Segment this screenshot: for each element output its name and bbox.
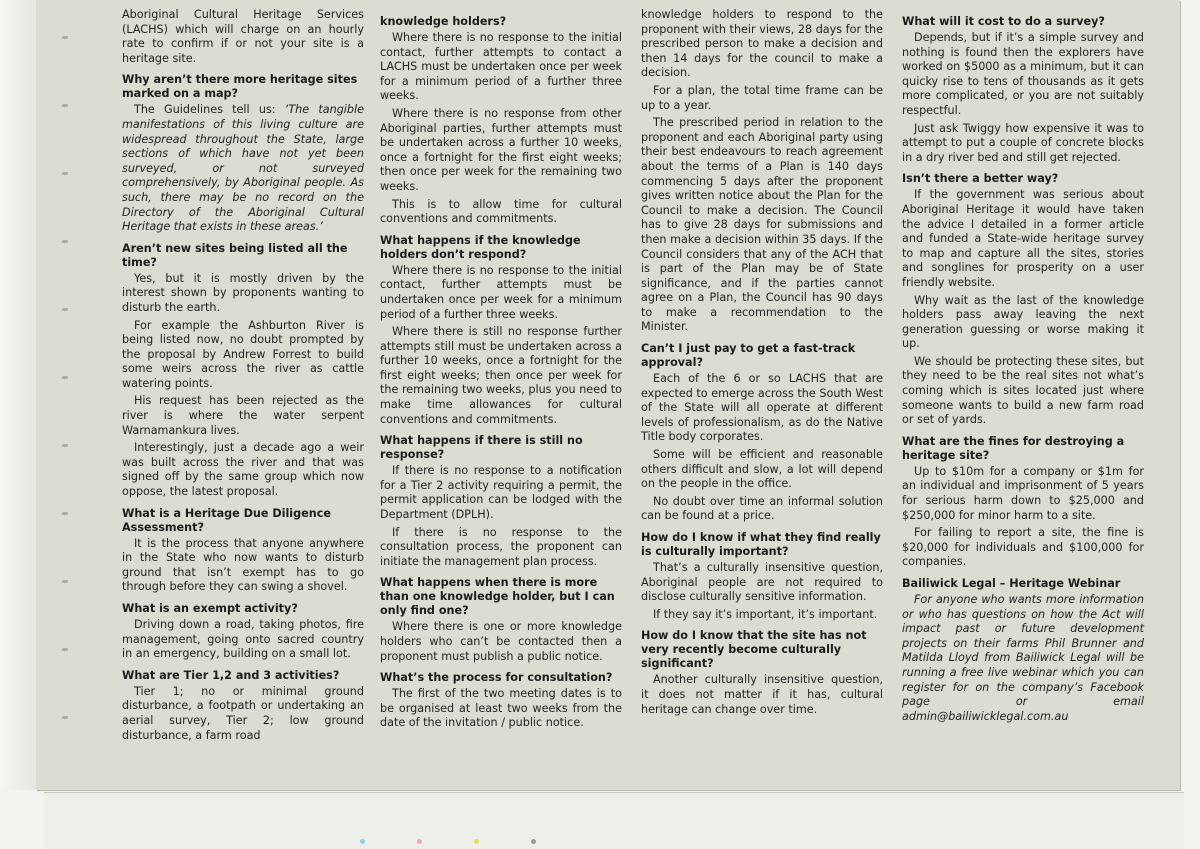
- body-paragraph: Tier 1; no or minimal ground disturbance, a footpath or undertaking an aerial survey, Tier 2; low ground disturbance, a farm road: [122, 684, 364, 742]
- body-paragraph: The first of the two meeting dates is to be organised at least two weeks from the date of the invitation / public notice.: [380, 687, 622, 730]
- section-heading: What happens when there is more than one knowledge holder, but I can only find one?: [380, 576, 615, 618]
- section-heading: What is an exempt activity?: [122, 602, 298, 615]
- body-paragraph: Driving down a road, taking photos, fire management, going onto sacred country in an emergency, building on a small lot.: [122, 618, 364, 661]
- margin-mark: [62, 240, 68, 243]
- body-paragraph: Each of the 6 or so LACHS that are expected to emerge across the South West of the State will all operate at different levels of professionalism, as do the Native Title body corporates.: [641, 372, 883, 444]
- body-paragraph: No doubt over time an informal solution can be found at a price.: [641, 494, 883, 523]
- body-paragraph: If there is no response to the consultation process, the proponent can initiate the management plan process.: [380, 525, 622, 568]
- registration-marks: [360, 829, 583, 848]
- body-paragraph: Yes, but it is mostly driven by the interest shown by proponents wanting to disturb the earth.: [122, 271, 364, 314]
- page-left-margin: [0, 0, 36, 790]
- quote-paragraph: [122, 103, 364, 234]
- body-paragraph: This is to allow time for cultural conventions and commitments.: [380, 197, 622, 226]
- registration-dot: [360, 839, 365, 844]
- registration-dot: [474, 839, 479, 844]
- body-paragraph: Another culturally insensitive question, it does not matter if it has, cultural heritage can change over time.: [641, 673, 883, 716]
- body-paragraph: For failing to report a site, the fine is $20,000 for individuals and $100,000 for companies.: [902, 526, 1144, 569]
- margin-mark: [62, 716, 68, 719]
- body-paragraph: knowledge holders to respond to the proponent with their views, 28 days for the prescribed person to make a decision and then 14 days for the council to make a decision.: [641, 8, 883, 80]
- body-paragraph: If they say it’s important, it’s important.: [653, 607, 878, 621]
- body-paragraph: That’s a culturally insensitive question, Aboriginal people are not required to disclose culturally sensitive information.: [641, 561, 883, 604]
- webinar-paragraph: For anyone who wants more information or who has questions on how the Act will impact past or future development projects on their farms Phil Brunner and Matilda Lloyd from Bailiwick Legal will be running a free live webinar which you can register for on the company’s Facebook page or email admin@bailiwicklegal.com.au: [902, 593, 1144, 723]
- quote-text: ‘The tangible manifestations of this living culture are widespread throughout the State, large sections of which have not yet been surveyed, or not surveyed comprehensively, by Aboriginal people. As such, there may be no record on the Directory of the Aboriginal Cultural Heritage that exists in these areas.’: [122, 103, 364, 234]
- section-heading: What’s the process for consultation?: [380, 671, 613, 685]
- article-column-4: [902, 8, 1144, 727]
- margin-mark: [62, 172, 68, 175]
- margin-mark: [62, 648, 68, 651]
- section-heading: What happens if there is still no response?: [380, 434, 583, 462]
- next-page-edge: [44, 792, 1184, 849]
- article-column-2: [380, 8, 622, 734]
- section-heading: What happens if the knowledge holders don’t respond?: [380, 233, 581, 261]
- margin-mark: [62, 308, 68, 311]
- section-heading: How do I know if what they find really is culturally important?: [641, 531, 881, 558]
- section-heading: Bailiwick Legal – Heritage Webinar: [902, 577, 1121, 590]
- body-paragraph: Just ask Twiggy how expensive it was to attempt to put a couple of concrete blocks in a dry river bed and still get rejected.: [902, 121, 1144, 164]
- body-paragraph: The prescribed period in relation to the proponent and each Aboriginal party using their best endeavours to reach agreement about the terms of a Plan is 140 days commencing 5 days after the proponent gives written notice about the Plan for the Council to make a decision. The Council has to give 28 days for submissions and then make a decision within 35 days. If the Council considers that any of the ACH that is part of the Plan may be of State significance, and if the parties cannot agree on a Plan, the Council has 90 days to make a recommendation to the Minister.: [641, 116, 883, 334]
- quote-lead: The Guidelines tell us:: [134, 103, 285, 117]
- body-paragraph: For a plan, the total time frame can be up to a year.: [641, 83, 883, 112]
- body-paragraph: Where there is one or more knowledge holders who can’t be contacted then a proponent must publish a public notice.: [380, 620, 622, 663]
- section-heading: Why aren’t there more heritage sites marked on a map?: [122, 73, 358, 101]
- section-heading: Isn’t there a better way?: [902, 172, 1059, 186]
- section-heading: knowledge holders?: [380, 15, 507, 28]
- body-paragraph: His request has been rejected as the river is where the water serpent Warnamankura lives.: [122, 394, 364, 437]
- body-paragraph: It is the process that anyone anywhere in the State who now wants to disturb ground that isn’t exempt has to go through before they can swing a shovel.: [122, 536, 364, 594]
- margin-mark: [62, 104, 68, 107]
- body-paragraph: Where there is still no response further attempts still must be undertaken across a further 10 weeks, once a fortnight for the first eight weeks; then once per week for the remaining two weeks, plus you need to make time allowances for cultural conventions and commitments.: [380, 325, 622, 426]
- body-paragraph: If the government was serious about Aboriginal Heritage it would have taken the advice I detailed in a former article and funded a State-wide heritage survey to map and capture all the sites, stories and songlines for prosperity on a user friendly website.: [902, 188, 1144, 289]
- margin-mark: [62, 36, 68, 39]
- article-column-3: [641, 8, 883, 720]
- article-column-1: [122, 8, 364, 746]
- body-paragraph: Where there is no response to the initial contact, further attempts to contact a LACHS must be undertaken once per week for a minimum period of a further three weeks.: [380, 31, 622, 103]
- body-paragraph: Some will be efficient and reasonable others difficult and slow, a lot will depend on the people in the office.: [641, 448, 883, 491]
- body-paragraph: For example the Ashburton River is being listed now, no doubt prompted by the proposal by Andrew Forrest to build some weirs across the river as cattle watering points.: [122, 318, 364, 390]
- body-paragraph: If there is no response to a notification for a Tier 2 activity requiring a permit, the permit application can be lodged with the Department (DPLH).: [380, 464, 622, 522]
- section-heading: Aren’t new sites being listed all the time?: [122, 241, 348, 269]
- body-paragraph: Where there is no response from other Aboriginal parties, further attempts must be undertaken across a further 10 weeks, once a fortnight for the first eight weeks; then once per week for the remaining two weeks.: [380, 106, 622, 193]
- section-heading: How do I know that the site has not very recently become culturally significant?: [641, 629, 867, 671]
- body-paragraph: Interestingly, just a decade ago a weir was built across the river and that was signed off by the same group which now oppose, the latest proposal.: [122, 441, 364, 499]
- margin-mark: [62, 580, 68, 583]
- section-heading: Can’t I just pay to get a fast-track approval?: [641, 342, 856, 370]
- registration-dot: [417, 839, 422, 844]
- section-heading: What will it cost to do a survey?: [902, 15, 1105, 28]
- margin-mark: [62, 444, 68, 447]
- body-paragraph: Aboriginal Cultural Heritage Services (LACHS) which will charge on an hourly rate to confirm if or not your site is a heritage site.: [122, 8, 364, 65]
- margin-mark: [62, 376, 68, 379]
- body-paragraph: Where there is no response to the initial contact, further attempts must be undertaken once per week for a minimum period of a further three weeks.: [380, 263, 622, 321]
- section-heading: What are Tier 1,2 and 3 activities?: [122, 668, 340, 682]
- section-heading: What are the fines for destroying a heritage site?: [902, 434, 1125, 462]
- body-paragraph: We should be protecting these sites, but they need to be the real sites not what’s coming which is sites located just where someone wants to build a new farm road or set of yards.: [902, 354, 1144, 427]
- newspaper-page: [36, 0, 1180, 790]
- body-paragraph: Depends, but if it’s a simple survey and nothing is found then the explorers have worked on $5000 as a minimum, but it can quicky rise to tens of thousands as it gets more complicated, or you are not suitably respectful.: [902, 31, 1144, 117]
- body-paragraph: Why wait as the last of the knowledge holders pass away leaving the next generation guessing or worse making it up.: [902, 293, 1144, 351]
- body-paragraph: Up to $10m for a company or $1m for an individual and imprisonment of 5 years for serious harm down to $25,000 and $250,000 for minor harm to a site.: [902, 464, 1144, 522]
- margin-mark: [62, 512, 68, 515]
- section-heading: What is a Heritage Due Diligence Assessment?: [122, 506, 331, 534]
- registration-dot: [531, 839, 536, 844]
